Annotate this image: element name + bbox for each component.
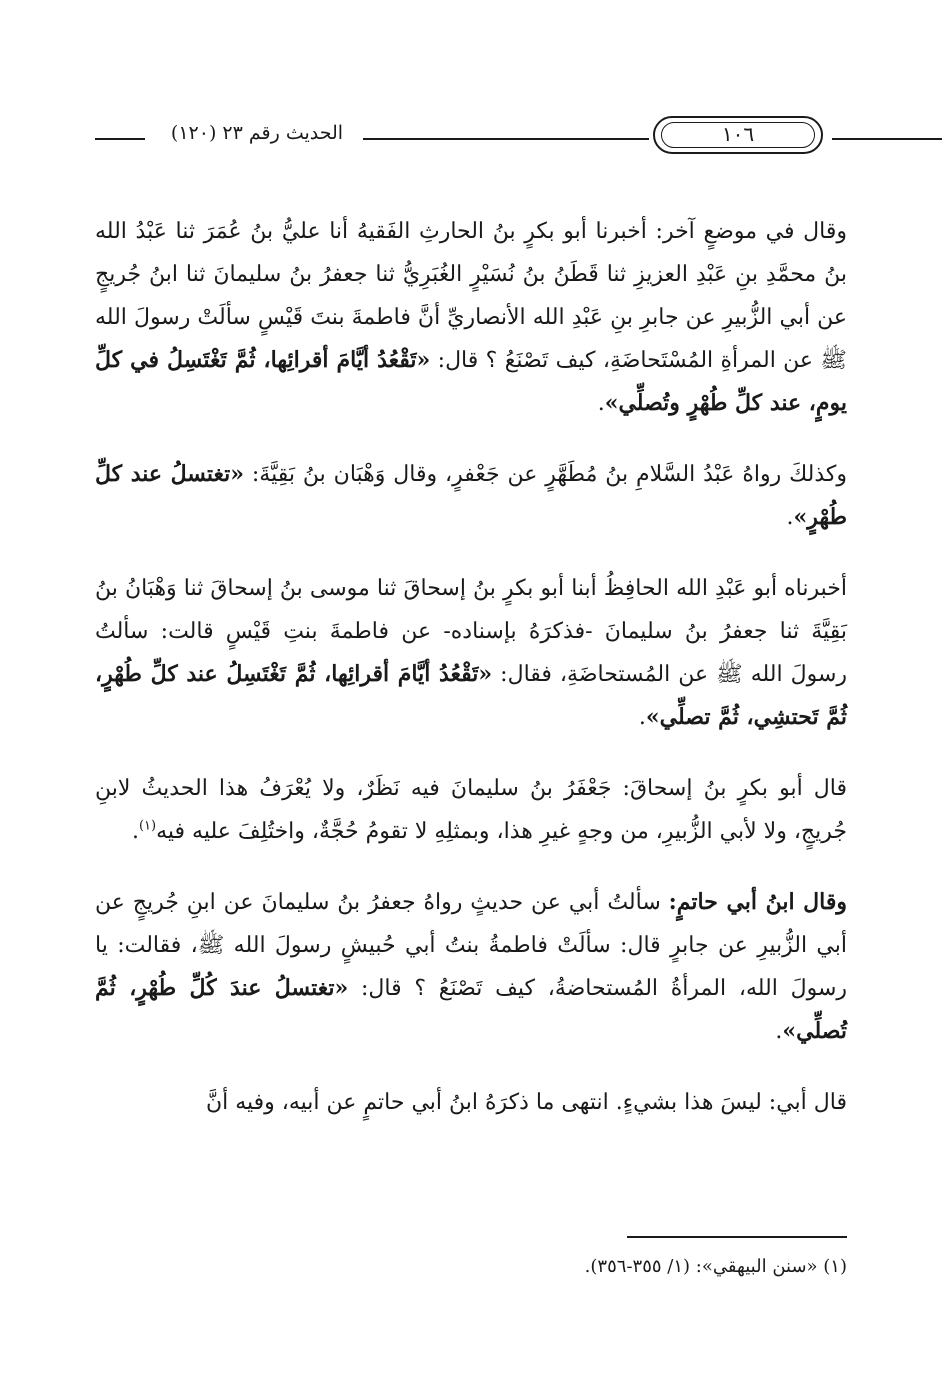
paragraph (95, 567, 847, 739)
footnote-ref[interactable]: (١) (138, 818, 157, 834)
header-rule (832, 138, 942, 140)
paragraph-text: وكذلكَ رواهُ عَبْدُ السَّلامِ بنُ مُطَهَّرٍ عن جَعْفرٍ، وقال وَهْبَان بنُ بَقِيَّةَ: (244, 462, 848, 487)
page-number: ١٠٦ (721, 122, 755, 146)
paragraph-text: قال أبي: ليسَ هذا بشيءٍ. انتهى ما ذكرَهُ ابنُ أبي حاتمٍ عن أبيه، وفيه أنَّ (205, 1090, 847, 1115)
paragraph (95, 1081, 847, 1124)
header-rule (95, 138, 145, 140)
paragraph-tail: . (597, 391, 605, 416)
header-rule (363, 138, 649, 140)
page-header (95, 112, 847, 162)
paragraph-text: قال أبو بكرٍ بنُ إسحاقَ: جَعْفَرُ بنُ سليمانَ فيه نَظَرٌ، ولا يُعْرَفُ هذا الحديثُ لابنِ جُريجٍ، ولا لأبي الزُّبيرِ، من وجهٍ غيرِ هذا، وبمثلِهِ لا تقومُ حُجَّةٌ، واختُلِفَ عليه فيه (95, 776, 847, 844)
paragraph (95, 767, 847, 853)
running-title: الحديث رقم ٢٣ (١٢٠) (170, 122, 344, 144)
footnote-rule (627, 1236, 847, 1238)
paragraph-tail: . (131, 819, 139, 844)
main-text (95, 210, 847, 1152)
paragraph-text: وقال في موضعٍ آخر: أخبرنا أبو بكرٍ بنُ الحارثِ الفَقيهُ أنا عليُّ بنُ عُمَرَ ثنا عَبْدُ الله بنُ محمَّدِ بنِ عَبْدِ العزيزِ ثنا قَطَنُ بنُ نُسَيْرٍ الغُبَرِيُّ ثنا جعفرُ بنُ سليمانَ ثنا ابنُ جُريجٍ عن أبي الزُّبيرِ عن جابرِ بنِ عَبْدِ الله الأنصاريِّ أنَّ فاطمةَ بنتَ قَيْسٍ سألَتْ رسولَ الله ﷺ عن المرأةِ المُسْتَحاضَةِ، كيف تَصْنَعُ ؟ قال: (95, 219, 848, 373)
paragraph (95, 210, 847, 425)
page-number-badge (653, 116, 823, 154)
paragraph-text: أخبرناه أبو عَبْدِ الله الحافِظُ أبنا أبو بكرٍ بنُ إسحاقَ ثنا موسى بنُ إسحاقَ ثنا وَهْبَانُ بنُ بَقِيَّةَ ثنا جعفرُ بنُ سليمانَ -فذكرَهُ بإسناده- عن فاطمةَ بنتِ قَيْسٍ قالت: سألتُ رسولَ الله ﷺ عن المُستحاضَةِ، فقال: (95, 576, 847, 687)
paragraph-tail: . (775, 1019, 783, 1044)
hadith-quote: «تَقْعُدُ أيَّامَ أقرائِها، ثُمَّ تَغْتَسِلُ عند كلِّ طُهْرٍ، ثُمَّ تَحتشِي، ثُمَّ تصلِّي» (95, 661, 847, 730)
hadith-quote: «تَقْعُدُ أيَّامَ أقرائِها، ثُمَّ تَغْتَسِلُ في كلِّ يومٍ، عند كلِّ طُهْرٍ وتُصلِّي» (95, 347, 847, 416)
footnote: (١) «سنن البيهقي»: (١/ ٣٥٥-٣٥٦). (584, 1256, 847, 1277)
paragraph-tail: . (786, 505, 794, 530)
paragraph-text: سألتُ أبي عن حديثٍ رواهُ جعفرُ بنُ سليمانَ عن ابنِ جُريجٍ عن أبي الزُّبيرِ عن جابرٍ قال: سألَتْ فاطمةُ بنتُ أبي حُبيشٍ رسولَ الله ﷺ، فقالت: يا رسولَ الله، المرأةُ المُستحاضةُ، كيف تَصْنَعُ ؟ قال: (95, 890, 847, 1001)
paragraph-tail: . (638, 705, 646, 730)
paragraph-lead: وقال ابنُ أبي حاتمٍ: (668, 889, 847, 915)
paragraph (95, 453, 847, 539)
hadith-quote: «تغتسلُ عندَ كُلِّ طُهْرٍ، ثُمَّ تُصلِّي» (95, 975, 847, 1044)
hadith-quote: «تغتسلُ عند كلِّ طُهْرٍ» (95, 461, 847, 530)
paragraph (95, 881, 847, 1053)
